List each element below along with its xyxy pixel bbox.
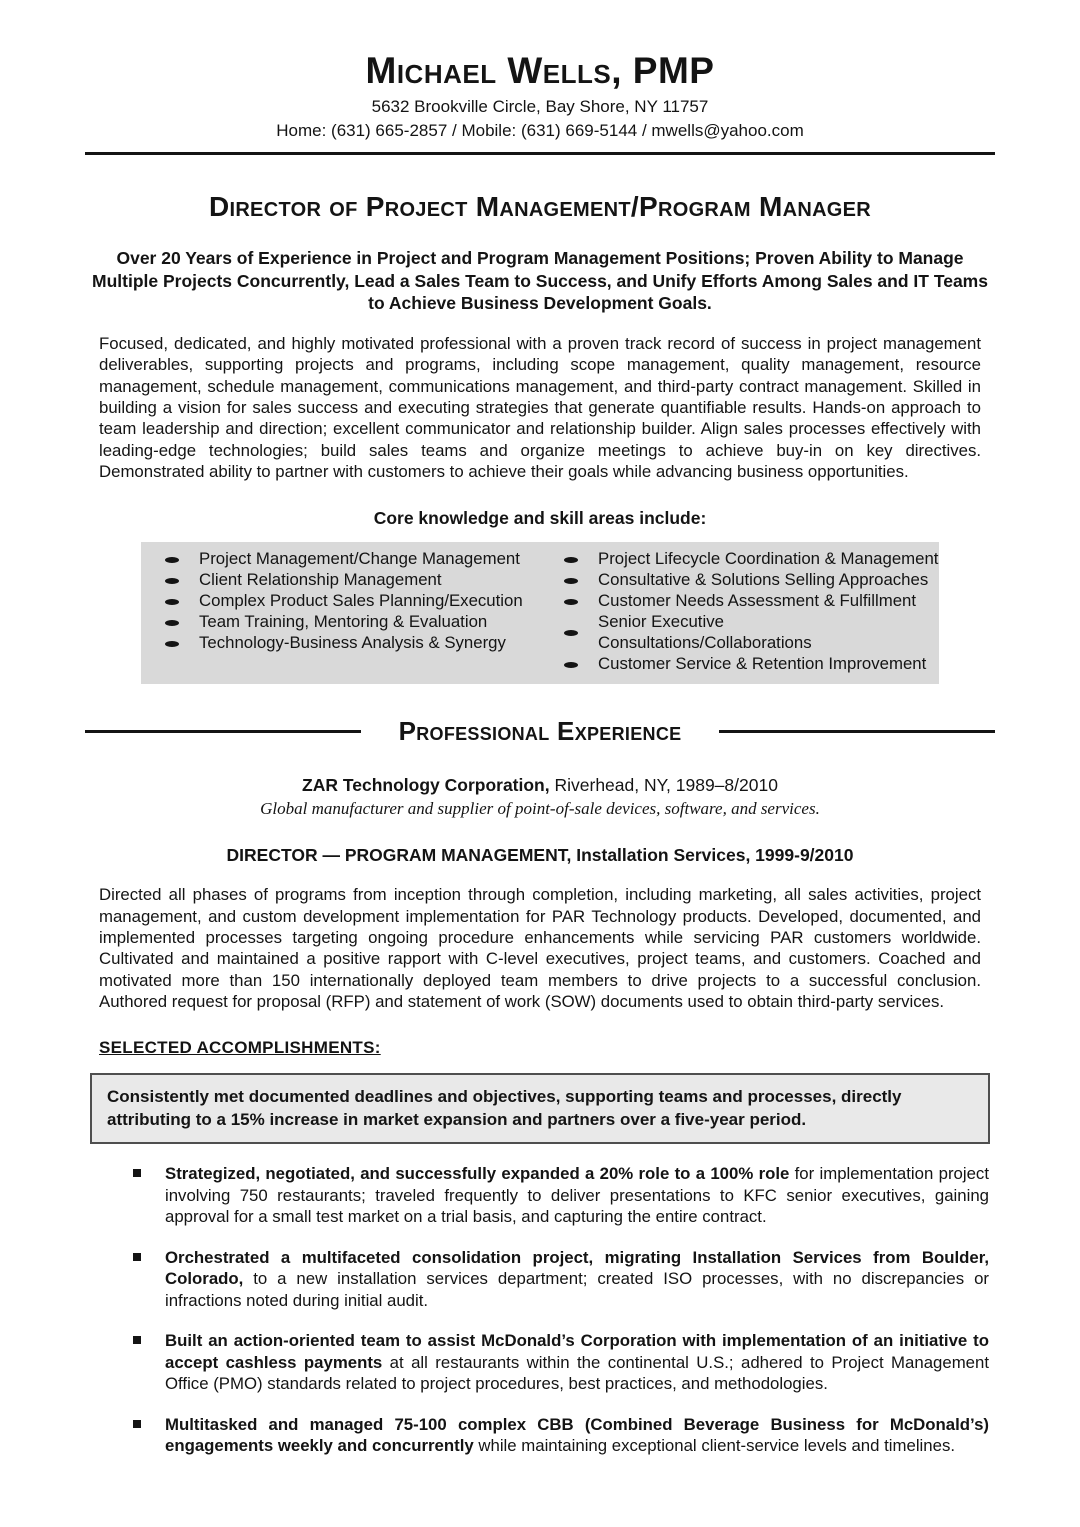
company-name: ZAR Technology Corporation,	[302, 775, 550, 796]
accomplishment-item	[133, 1414, 995, 1457]
accomplishment-text	[165, 1414, 995, 1457]
accomplishment-detail: for implementation project involving 750 restaurants; traveled frequently to deliver presentations to KFC senior executives, gaining approval for a small test market on a trial basis, and capturing the entire contract.	[165, 1164, 989, 1227]
accomplishment-text	[165, 1163, 995, 1228]
round-bullet-icon	[165, 557, 179, 563]
section-divider-left	[85, 730, 361, 733]
skill-item	[141, 633, 540, 654]
accomplishment-text	[165, 1330, 995, 1395]
skills-box	[141, 542, 939, 684]
skills-heading: Core knowledge and skill areas include:	[373, 508, 707, 529]
summary-paragraph: Focused, dedicated, and highly motivated professional with a proven track record of success in project management deliverables, supporting projects and programs, including scope management, quality management, resource management, schedule management, communications management, and third-party contract management. Skilled in building a vision for sales success and executing strategies that generate quantifiable results. Hands-on approach to team leadership and direction; excellent communicator and relationship builder. Align sales processes effectively with leading-edge technologies; build sales teams and organize meetings to achieve buy-in on key directives. Demonstrated ability to partner with customers to achieve their goals while advancing business opportunities.	[99, 334, 981, 482]
skill-item	[141, 549, 540, 570]
skill-label: Team Training, Mentoring & Evaluation	[199, 612, 488, 632]
skill-label: Customer Needs Assessment & Fulfillment	[598, 591, 917, 611]
round-bullet-icon	[165, 578, 179, 584]
skill-item	[540, 654, 939, 675]
resume-title: Director of Project Management/Program Manager	[208, 190, 872, 222]
square-bullet-icon	[133, 1336, 141, 1344]
skill-item	[540, 612, 939, 654]
skill-label: Client Relationship Management	[199, 570, 442, 590]
experience-section-title: Professional Experience	[398, 716, 682, 747]
accomplishment-detail: while maintaining exceptional client-service levels and timelines.	[473, 1436, 956, 1456]
skill-label: Project Lifecycle Coordination & Management	[598, 549, 939, 569]
accomplishment-lead: Multitasked and managed 75-100 complex CBB (Combined Beverage Business for McDonald’s) engagements weekly and concurrently	[165, 1414, 989, 1456]
accomplishment-lead: Strategized, negotiated, and successfully expanded a 20% role to a 100% role	[165, 1164, 790, 1184]
round-bullet-icon	[165, 641, 179, 647]
job-description: Directed all phases of programs from inception through completion, including marketing, all sales activities, project management, and custom development implementation for PAR Technology products. Developed, documented, and implemented processes targeting ongoing procedure enhancements while servicing PAR customers worldwide. Cultivated and maintained a positive rapport with C-level executives, project teams, and customers. Coached and motivated more than 150 internationally deployed team members to drive projects to a successful conclusion. Authored request for proposal (RFP) and statement of work (SOW) documents used to obtain third-party services.	[99, 885, 981, 1011]
square-bullet-icon	[133, 1420, 141, 1428]
resume-header	[85, 52, 995, 155]
header-divider	[85, 152, 995, 155]
skill-item	[540, 549, 939, 570]
round-bullet-icon	[564, 557, 578, 563]
candidate-contact: Home: (631) 665-2857 / Mobile: (631) 669-5144 / mwells@yahoo.com	[276, 120, 804, 140]
skill-label: Consultative & Solutions Selling Approaches	[598, 570, 929, 590]
accomplishment-item	[133, 1247, 995, 1312]
accomplishment-detail: at all restaurants within the continental U.S.; adhered to Project Management Office (PMO) standards related to project procedures, best practices, and methodologies.	[165, 1352, 990, 1394]
accomplishment-detail: to a new installation services department; created ISO processes, with no discrepancies or infractions noted during initial audit.	[165, 1269, 989, 1310]
experience-section-header	[85, 716, 995, 747]
company-location-dates: Riverhead, NY, 1989–8/2010	[549, 775, 778, 796]
round-bullet-icon	[165, 620, 179, 626]
section-divider-right	[719, 730, 995, 733]
skill-label: Project Management/Change Management	[199, 549, 520, 569]
job-role-line: DIRECTOR — PROGRAM MANAGEMENT, Installation Services, 1999-9/2010	[226, 845, 854, 866]
skill-item	[141, 591, 540, 612]
accomplishment-item	[133, 1330, 995, 1395]
round-bullet-icon	[564, 630, 578, 636]
company-line	[85, 775, 995, 796]
skill-label: Technology-Business Analysis & Synergy	[199, 633, 506, 653]
skill-label: Complex Product Sales Planning/Execution	[199, 591, 523, 611]
accomplishments-heading: SELECTED ACCOMPLISHMENTS:	[99, 1038, 381, 1058]
accomplishment-text	[165, 1247, 995, 1312]
accomplishment-lead: Built an action-oriented team to assist McDonald’s Corporation with implementation of an initiative to accept cashless payments	[165, 1331, 989, 1372]
skill-label: Senior Executive Consultations/Collaborations	[598, 612, 812, 653]
square-bullet-icon	[133, 1169, 141, 1177]
headline-intro: Over 20 Years of Experience in Project and Program Management Positions; Proven Ability to Manage Multiple Projects Concurrently, Lead a Sales Team to Success, and Unify Efforts Among Sales and IT Teams to Achieve Business Development Goals.	[92, 247, 988, 314]
skill-item	[540, 591, 939, 612]
square-bullet-icon	[133, 1253, 141, 1261]
skill-item	[141, 570, 540, 591]
round-bullet-icon	[564, 662, 578, 668]
accomplishment-lead: Orchestrated a multifaceted consolidation project, migrating Installation Services from Boulder, Colorado,	[165, 1247, 989, 1289]
round-bullet-icon	[165, 599, 179, 605]
skill-label: Customer Service & Retention Improvement	[598, 654, 927, 674]
company-tagline: Global manufacturer and supplier of point-of-sale devices, software, and services.	[260, 799, 820, 819]
candidate-address: 5632 Brookville Circle, Bay Shore, NY 11757	[371, 96, 709, 116]
round-bullet-icon	[564, 599, 578, 605]
skill-item	[540, 570, 939, 591]
round-bullet-icon	[564, 578, 578, 584]
accomplishments-highlight-box: Consistently met documented deadlines and objectives, supporting teams and processes, directly attributing to a 15% increase in market expansion and partners over a five-year period.	[90, 1073, 990, 1144]
skill-item	[141, 612, 540, 633]
accomplishment-item	[133, 1163, 995, 1228]
skills-column-right	[540, 549, 939, 675]
candidate-name: Michael Wells, PMP	[365, 50, 715, 91]
accomplishments-list	[85, 1163, 995, 1457]
skills-column-left	[141, 549, 540, 675]
